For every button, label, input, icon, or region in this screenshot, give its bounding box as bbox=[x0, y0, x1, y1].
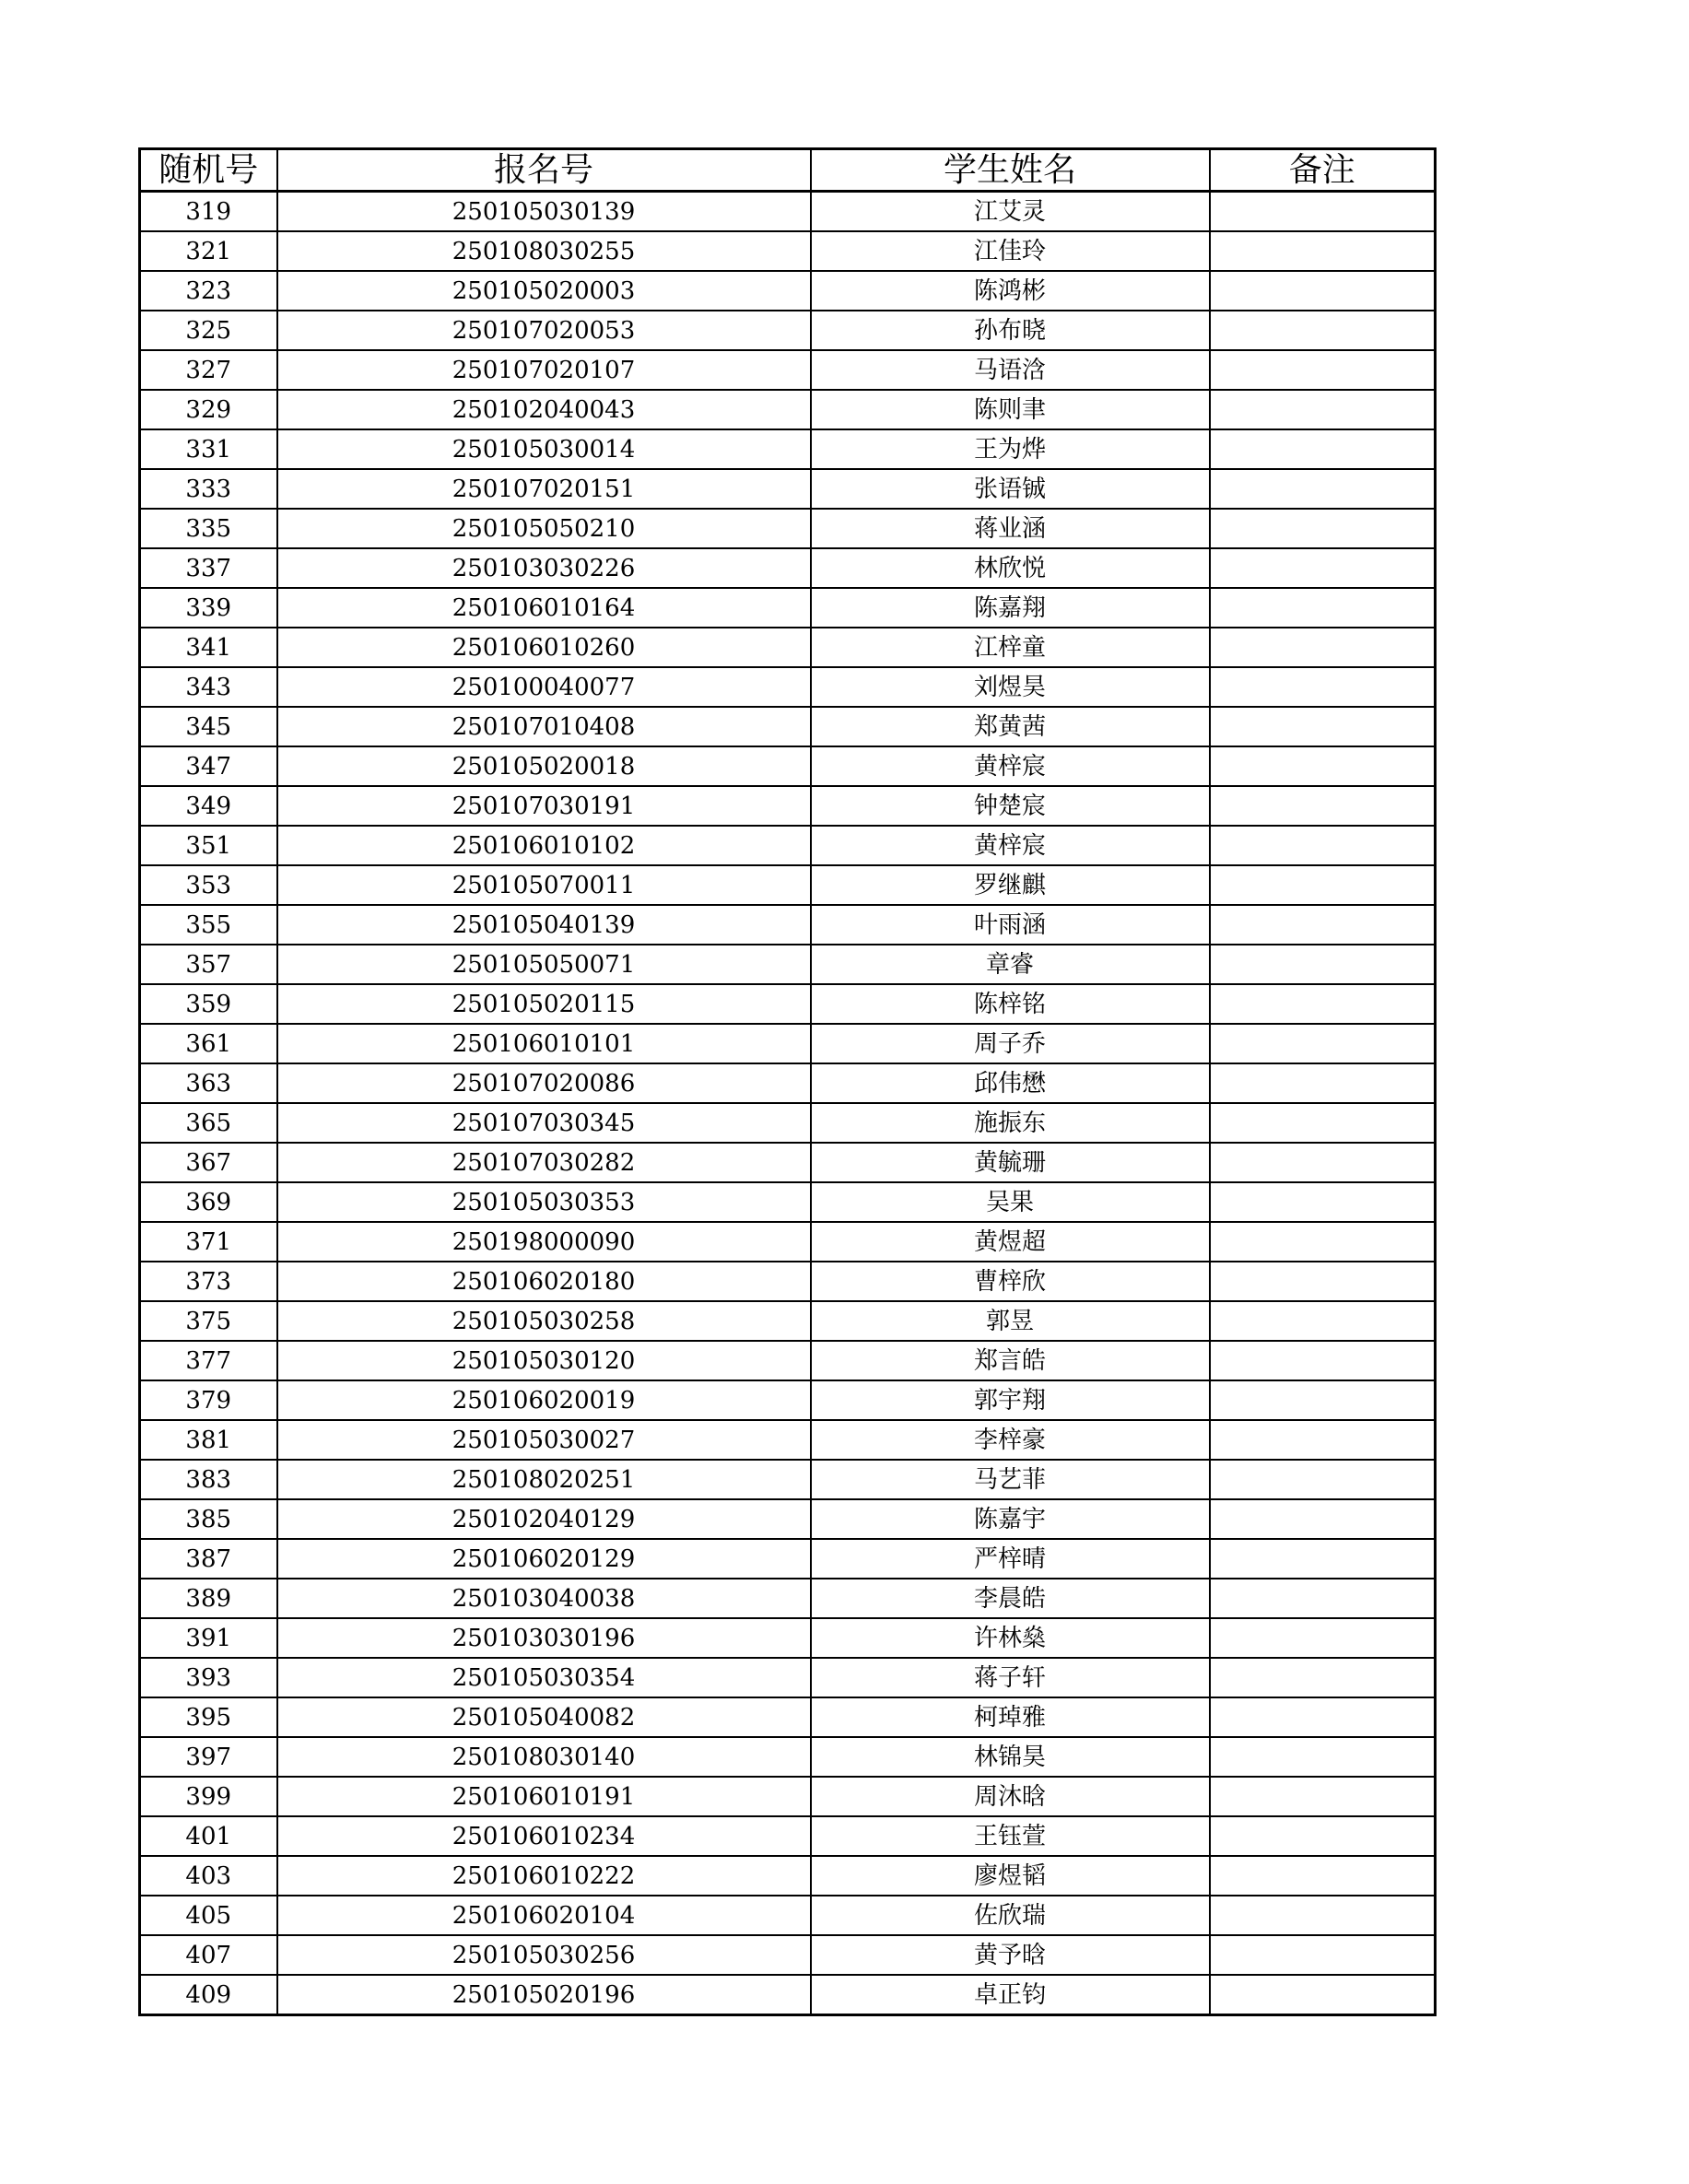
cell-student-name: 施振东 bbox=[811, 1103, 1210, 1143]
cell-remarks bbox=[1210, 311, 1436, 350]
cell-remarks bbox=[1210, 1618, 1436, 1658]
table-row bbox=[140, 707, 1436, 746]
cell-student-name: 蒋子轩 bbox=[811, 1658, 1210, 1697]
cell-remarks bbox=[1210, 429, 1436, 469]
table-row bbox=[140, 826, 1436, 865]
cell-student-name: 陈嘉宇 bbox=[811, 1499, 1210, 1539]
cell-registration-no: 250102040129 bbox=[277, 1499, 811, 1539]
cell-random-no: 369 bbox=[140, 1182, 277, 1222]
cell-remarks bbox=[1210, 1975, 1436, 2015]
cell-random-no: 327 bbox=[140, 350, 277, 390]
table-row bbox=[140, 1380, 1436, 1420]
cell-random-no: 357 bbox=[140, 945, 277, 984]
cell-student-name: 刘煜昊 bbox=[811, 667, 1210, 707]
cell-remarks bbox=[1210, 271, 1436, 311]
table-row bbox=[140, 1301, 1436, 1341]
cell-registration-no: 250107030345 bbox=[277, 1103, 811, 1143]
cell-random-no: 341 bbox=[140, 628, 277, 667]
cell-student-name: 孙布晓 bbox=[811, 311, 1210, 350]
cell-registration-no: 250107020086 bbox=[277, 1063, 811, 1103]
table-row bbox=[140, 1777, 1436, 1816]
cell-registration-no: 250107020107 bbox=[277, 350, 811, 390]
cell-random-no: 409 bbox=[140, 1975, 277, 2015]
table-row bbox=[140, 1420, 1436, 1460]
cell-random-no: 391 bbox=[140, 1618, 277, 1658]
cell-random-no: 365 bbox=[140, 1103, 277, 1143]
cell-student-name: 周子乔 bbox=[811, 1024, 1210, 1063]
cell-random-no: 381 bbox=[140, 1420, 277, 1460]
cell-registration-no: 250106010222 bbox=[277, 1856, 811, 1896]
table-row bbox=[140, 1579, 1436, 1618]
cell-random-no: 375 bbox=[140, 1301, 277, 1341]
cell-random-no: 401 bbox=[140, 1816, 277, 1856]
cell-registration-no: 250105030258 bbox=[277, 1301, 811, 1341]
header-student-name: 学生姓名 bbox=[811, 149, 1210, 192]
cell-remarks bbox=[1210, 707, 1436, 746]
table-row bbox=[140, 746, 1436, 786]
cell-remarks bbox=[1210, 350, 1436, 390]
cell-random-no: 343 bbox=[140, 667, 277, 707]
cell-remarks bbox=[1210, 1420, 1436, 1460]
table-row bbox=[140, 231, 1436, 271]
table-row bbox=[140, 1262, 1436, 1301]
cell-remarks bbox=[1210, 1182, 1436, 1222]
cell-student-name: 林欣悦 bbox=[811, 548, 1210, 588]
cell-registration-no: 250105030139 bbox=[277, 192, 811, 232]
cell-remarks bbox=[1210, 628, 1436, 667]
cell-remarks bbox=[1210, 1816, 1436, 1856]
cell-random-no: 399 bbox=[140, 1777, 277, 1816]
table-row bbox=[140, 350, 1436, 390]
cell-student-name: 黄梓宸 bbox=[811, 746, 1210, 786]
cell-remarks bbox=[1210, 192, 1436, 232]
table-row bbox=[140, 905, 1436, 945]
table-row bbox=[140, 1499, 1436, 1539]
cell-student-name: 张语铖 bbox=[811, 469, 1210, 509]
cell-student-name: 郭昱 bbox=[811, 1301, 1210, 1341]
table-row bbox=[140, 1103, 1436, 1143]
cell-student-name: 许林燊 bbox=[811, 1618, 1210, 1658]
cell-registration-no: 250106020019 bbox=[277, 1380, 811, 1420]
cell-registration-no: 250100040077 bbox=[277, 667, 811, 707]
cell-student-name: 佐欣瑞 bbox=[811, 1896, 1210, 1935]
cell-random-no: 379 bbox=[140, 1380, 277, 1420]
cell-registration-no: 250106010234 bbox=[277, 1816, 811, 1856]
table-row bbox=[140, 192, 1436, 232]
cell-remarks bbox=[1210, 667, 1436, 707]
student-roster-table bbox=[138, 147, 1437, 2016]
cell-student-name: 黄梓宸 bbox=[811, 826, 1210, 865]
cell-random-no: 345 bbox=[140, 707, 277, 746]
cell-registration-no: 250105030120 bbox=[277, 1341, 811, 1380]
cell-student-name: 郑黄茜 bbox=[811, 707, 1210, 746]
cell-registration-no: 250106010164 bbox=[277, 588, 811, 628]
cell-student-name: 郭宇翔 bbox=[811, 1380, 1210, 1420]
cell-random-no: 389 bbox=[140, 1579, 277, 1618]
table-row bbox=[140, 1737, 1436, 1777]
cell-random-no: 407 bbox=[140, 1935, 277, 1975]
cell-registration-no: 250105020003 bbox=[277, 271, 811, 311]
table-row bbox=[140, 984, 1436, 1024]
cell-random-no: 405 bbox=[140, 1896, 277, 1935]
cell-random-no: 337 bbox=[140, 548, 277, 588]
cell-remarks bbox=[1210, 1737, 1436, 1777]
cell-student-name: 马艺菲 bbox=[811, 1460, 1210, 1499]
cell-random-no: 321 bbox=[140, 231, 277, 271]
table-row bbox=[140, 945, 1436, 984]
table-row bbox=[140, 1539, 1436, 1579]
cell-student-name: 卓正钧 bbox=[811, 1975, 1210, 2015]
cell-remarks bbox=[1210, 786, 1436, 826]
cell-random-no: 385 bbox=[140, 1499, 277, 1539]
cell-remarks bbox=[1210, 945, 1436, 984]
cell-remarks bbox=[1210, 1301, 1436, 1341]
cell-student-name: 叶雨涵 bbox=[811, 905, 1210, 945]
table-row bbox=[140, 1222, 1436, 1262]
cell-registration-no: 250105020115 bbox=[277, 984, 811, 1024]
cell-random-no: 373 bbox=[140, 1262, 277, 1301]
cell-remarks bbox=[1210, 1935, 1436, 1975]
cell-random-no: 355 bbox=[140, 905, 277, 945]
cell-remarks bbox=[1210, 1658, 1436, 1697]
cell-random-no: 395 bbox=[140, 1697, 277, 1737]
cell-random-no: 387 bbox=[140, 1539, 277, 1579]
cell-random-no: 371 bbox=[140, 1222, 277, 1262]
cell-student-name: 李晨皓 bbox=[811, 1579, 1210, 1618]
table-row bbox=[140, 786, 1436, 826]
table-row bbox=[140, 271, 1436, 311]
table-body bbox=[140, 192, 1436, 2015]
cell-random-no: 403 bbox=[140, 1856, 277, 1896]
cell-student-name: 严梓晴 bbox=[811, 1539, 1210, 1579]
cell-remarks bbox=[1210, 548, 1436, 588]
cell-remarks bbox=[1210, 1856, 1436, 1896]
cell-random-no: 333 bbox=[140, 469, 277, 509]
cell-remarks bbox=[1210, 509, 1436, 548]
cell-student-name: 王为烨 bbox=[811, 429, 1210, 469]
cell-student-name: 马语浛 bbox=[811, 350, 1210, 390]
cell-registration-no: 250105040139 bbox=[277, 905, 811, 945]
cell-remarks bbox=[1210, 1341, 1436, 1380]
table-row bbox=[140, 1460, 1436, 1499]
cell-registration-no: 250106010260 bbox=[277, 628, 811, 667]
header-registration-no: 报名号 bbox=[277, 149, 811, 192]
cell-remarks bbox=[1210, 1222, 1436, 1262]
cell-student-name: 陈鸿彬 bbox=[811, 271, 1210, 311]
table-row bbox=[140, 865, 1436, 905]
cell-student-name: 蒋业涵 bbox=[811, 509, 1210, 548]
table-row bbox=[140, 1143, 1436, 1182]
header-random-no: 随机号 bbox=[140, 149, 277, 192]
cell-remarks bbox=[1210, 1579, 1436, 1618]
cell-student-name: 黄毓珊 bbox=[811, 1143, 1210, 1182]
cell-student-name: 江艾灵 bbox=[811, 192, 1210, 232]
cell-remarks bbox=[1210, 469, 1436, 509]
cell-remarks bbox=[1210, 1499, 1436, 1539]
cell-student-name: 罗继麒 bbox=[811, 865, 1210, 905]
cell-student-name: 陈嘉翔 bbox=[811, 588, 1210, 628]
cell-student-name: 邱伟懋 bbox=[811, 1063, 1210, 1103]
cell-remarks bbox=[1210, 1143, 1436, 1182]
cell-registration-no: 250108030140 bbox=[277, 1737, 811, 1777]
cell-registration-no: 250106010101 bbox=[277, 1024, 811, 1063]
cell-student-name: 曹梓欣 bbox=[811, 1262, 1210, 1301]
table-row bbox=[140, 1896, 1436, 1935]
cell-student-name: 江梓童 bbox=[811, 628, 1210, 667]
cell-remarks bbox=[1210, 905, 1436, 945]
cell-remarks bbox=[1210, 1697, 1436, 1737]
cell-student-name: 周沐晗 bbox=[811, 1777, 1210, 1816]
cell-random-no: 351 bbox=[140, 826, 277, 865]
cell-registration-no: 250106010191 bbox=[277, 1777, 811, 1816]
table-row bbox=[140, 548, 1436, 588]
cell-registration-no: 250102040043 bbox=[277, 390, 811, 429]
table-row bbox=[140, 1658, 1436, 1697]
cell-random-no: 349 bbox=[140, 786, 277, 826]
table-row bbox=[140, 311, 1436, 350]
table-row bbox=[140, 509, 1436, 548]
cell-remarks bbox=[1210, 1103, 1436, 1143]
cell-student-name: 黄煜超 bbox=[811, 1222, 1210, 1262]
cell-remarks bbox=[1210, 1777, 1436, 1816]
cell-registration-no: 250105040082 bbox=[277, 1697, 811, 1737]
cell-registration-no: 250105050210 bbox=[277, 509, 811, 548]
cell-registration-no: 250105030027 bbox=[277, 1420, 811, 1460]
cell-registration-no: 250105030353 bbox=[277, 1182, 811, 1222]
cell-registration-no: 250105020196 bbox=[277, 1975, 811, 2015]
cell-remarks bbox=[1210, 1539, 1436, 1579]
cell-registration-no: 250103040038 bbox=[277, 1579, 811, 1618]
cell-student-name: 江佳玲 bbox=[811, 231, 1210, 271]
cell-registration-no: 250108030255 bbox=[277, 231, 811, 271]
cell-random-no: 335 bbox=[140, 509, 277, 548]
cell-student-name: 陈梓铭 bbox=[811, 984, 1210, 1024]
cell-student-name: 陈则聿 bbox=[811, 390, 1210, 429]
cell-remarks bbox=[1210, 231, 1436, 271]
cell-registration-no: 250107020053 bbox=[277, 311, 811, 350]
cell-student-name: 黄予晗 bbox=[811, 1935, 1210, 1975]
cell-remarks bbox=[1210, 1262, 1436, 1301]
cell-registration-no: 250105030014 bbox=[277, 429, 811, 469]
cell-random-no: 325 bbox=[140, 311, 277, 350]
table-row bbox=[140, 628, 1436, 667]
cell-random-no: 363 bbox=[140, 1063, 277, 1103]
table-row bbox=[140, 1063, 1436, 1103]
cell-registration-no: 250106020129 bbox=[277, 1539, 811, 1579]
cell-registration-no: 250107020151 bbox=[277, 469, 811, 509]
table-row bbox=[140, 1816, 1436, 1856]
cell-random-no: 359 bbox=[140, 984, 277, 1024]
cell-random-no: 367 bbox=[140, 1143, 277, 1182]
cell-registration-no: 250105050071 bbox=[277, 945, 811, 984]
table-row bbox=[140, 1618, 1436, 1658]
cell-remarks bbox=[1210, 746, 1436, 786]
cell-remarks bbox=[1210, 1380, 1436, 1420]
cell-random-no: 353 bbox=[140, 865, 277, 905]
cell-random-no: 397 bbox=[140, 1737, 277, 1777]
cell-student-name: 钟楚宸 bbox=[811, 786, 1210, 826]
cell-remarks bbox=[1210, 1024, 1436, 1063]
table-row bbox=[140, 429, 1436, 469]
cell-random-no: 339 bbox=[140, 588, 277, 628]
table-row bbox=[140, 1341, 1436, 1380]
cell-student-name: 李梓豪 bbox=[811, 1420, 1210, 1460]
cell-random-no: 323 bbox=[140, 271, 277, 311]
cell-student-name: 章睿 bbox=[811, 945, 1210, 984]
cell-student-name: 柯琸雅 bbox=[811, 1697, 1210, 1737]
cell-student-name: 王钰萱 bbox=[811, 1816, 1210, 1856]
cell-random-no: 329 bbox=[140, 390, 277, 429]
cell-random-no: 331 bbox=[140, 429, 277, 469]
cell-remarks bbox=[1210, 390, 1436, 429]
cell-random-no: 393 bbox=[140, 1658, 277, 1697]
cell-registration-no: 250108020251 bbox=[277, 1460, 811, 1499]
cell-registration-no: 250107010408 bbox=[277, 707, 811, 746]
table-row bbox=[140, 1024, 1436, 1063]
cell-student-name: 郑言皓 bbox=[811, 1341, 1210, 1380]
cell-registration-no: 250106010102 bbox=[277, 826, 811, 865]
table-row bbox=[140, 1975, 1436, 2015]
cell-student-name: 廖煜韬 bbox=[811, 1856, 1210, 1896]
table-row bbox=[140, 1182, 1436, 1222]
cell-remarks bbox=[1210, 588, 1436, 628]
cell-remarks bbox=[1210, 1896, 1436, 1935]
table-row bbox=[140, 1697, 1436, 1737]
cell-registration-no: 250105070011 bbox=[277, 865, 811, 905]
cell-student-name: 林锦昊 bbox=[811, 1737, 1210, 1777]
cell-remarks bbox=[1210, 826, 1436, 865]
cell-random-no: 319 bbox=[140, 192, 277, 232]
header-row bbox=[140, 149, 1436, 192]
table-row bbox=[140, 390, 1436, 429]
cell-remarks bbox=[1210, 865, 1436, 905]
table-header bbox=[140, 149, 1436, 192]
table-row bbox=[140, 1935, 1436, 1975]
cell-registration-no: 250107030191 bbox=[277, 786, 811, 826]
cell-remarks bbox=[1210, 1063, 1436, 1103]
cell-random-no: 361 bbox=[140, 1024, 277, 1063]
header-remarks: 备注 bbox=[1210, 149, 1436, 192]
table-row bbox=[140, 1856, 1436, 1896]
cell-random-no: 383 bbox=[140, 1460, 277, 1499]
cell-remarks bbox=[1210, 1460, 1436, 1499]
cell-registration-no: 250105030256 bbox=[277, 1935, 811, 1975]
cell-registration-no: 250105030354 bbox=[277, 1658, 811, 1697]
cell-registration-no: 250107030282 bbox=[277, 1143, 811, 1182]
cell-registration-no: 250103030196 bbox=[277, 1618, 811, 1658]
cell-registration-no: 250105020018 bbox=[277, 746, 811, 786]
cell-registration-no: 250106020180 bbox=[277, 1262, 811, 1301]
table-row bbox=[140, 588, 1436, 628]
cell-student-name: 吴果 bbox=[811, 1182, 1210, 1222]
table-row bbox=[140, 469, 1436, 509]
cell-registration-no: 250106020104 bbox=[277, 1896, 811, 1935]
cell-remarks bbox=[1210, 984, 1436, 1024]
cell-random-no: 377 bbox=[140, 1341, 277, 1380]
cell-random-no: 347 bbox=[140, 746, 277, 786]
cell-registration-no: 250103030226 bbox=[277, 548, 811, 588]
table-row bbox=[140, 667, 1436, 707]
cell-registration-no: 250198000090 bbox=[277, 1222, 811, 1262]
